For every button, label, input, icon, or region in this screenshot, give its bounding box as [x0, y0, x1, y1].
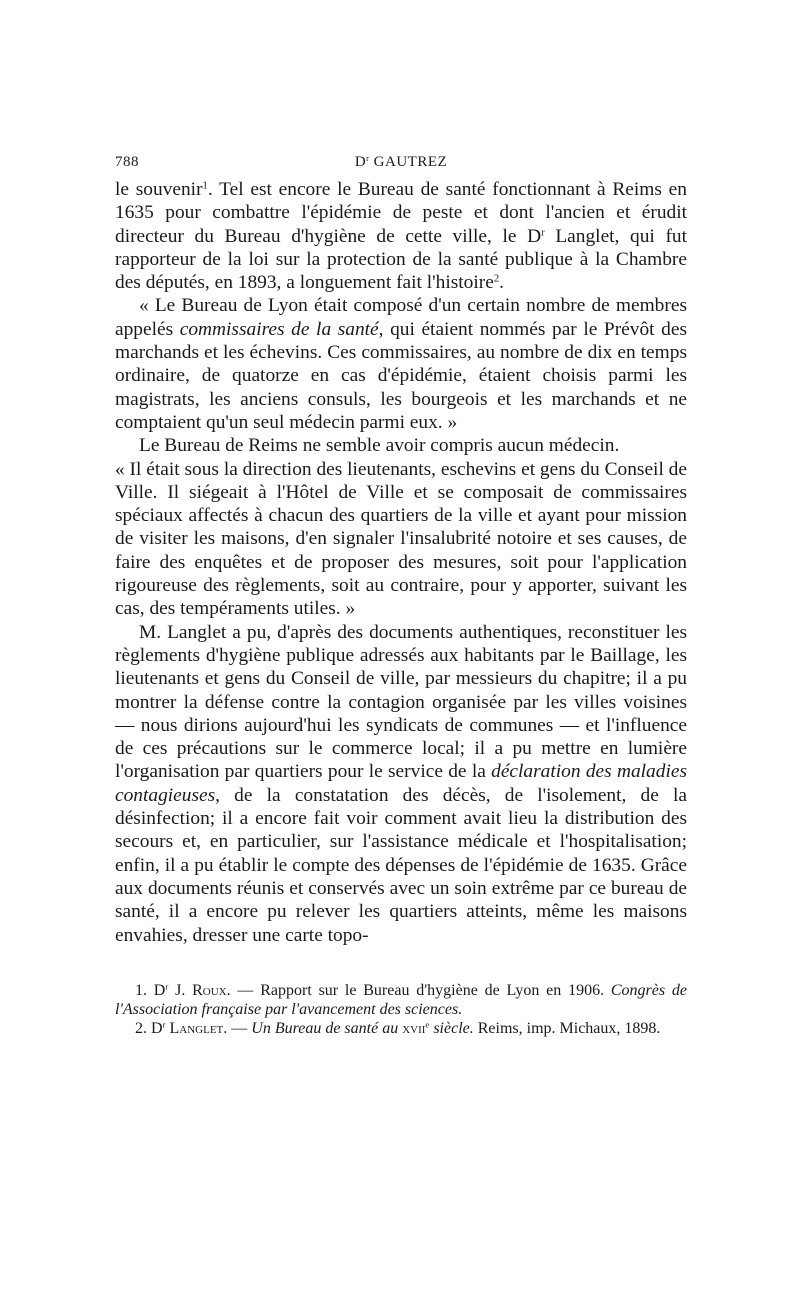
footnote-title: siècle.	[429, 1020, 474, 1038]
body-text	[115, 178, 687, 947]
running-title	[115, 154, 687, 171]
running-head	[115, 150, 687, 178]
footnote-number: 2.	[135, 1020, 147, 1038]
footnotes	[115, 981, 687, 1039]
paragraph-5	[115, 621, 687, 947]
footnote-2	[115, 1019, 687, 1038]
dr-sup: r	[162, 1020, 166, 1031]
footnote-ref-2: 2	[493, 272, 500, 285]
text-run: Reims, imp. Michaux, 1898.	[473, 1020, 661, 1038]
century-numeral: xvii	[402, 1020, 426, 1038]
paragraph-1	[115, 178, 687, 294]
book-page	[115, 150, 687, 1039]
dr-sup: r	[541, 226, 545, 239]
text-run: — Rapport sur le Bureau d'hygiène de Lyon en 1906.	[230, 981, 611, 999]
footnote-author: Langlet.	[165, 1020, 228, 1038]
running-title-name: GAUTREZ	[369, 154, 448, 170]
dr-sup: r	[165, 981, 169, 992]
page-number: 788	[115, 154, 139, 170]
italic-term: commissaires de la santé	[179, 318, 379, 340]
running-title-prefix: D	[354, 154, 367, 170]
text-run: M. Langlet a pu, d'après des documents authentiques, reconstituer les règlements d'hygiène publique adressés aux habitants par le Baillage, les lieutenants et gens du Conseil de ville, par messieurs du chapitre; il a pu montrer la défense contre la contagion organisée par les villes voisines — nous dirions aujourd'hui les syndicats de communes — et l'influence de ces précautions sur le commerce local; il a pu mettre en lumière l'organisation par quartiers pour le service de la	[115, 621, 687, 783]
text-run: « Le Bureau de Lyon était composé d'un certain nombre de membres appelés	[115, 295, 687, 340]
italic-term: déclaration des maladies contagieuses	[115, 761, 687, 806]
footnote-author: J. Roux.	[168, 981, 231, 999]
footnote-1	[115, 981, 687, 1020]
text-run: Langlet, qui fut rapporteur de la loi sur la protection de la santé publique à la Chambre des députés, en 1893, a longuement fait l'histoire	[115, 225, 687, 294]
text-run: D	[153, 981, 166, 999]
footnote-title: Un Bureau de santé au	[251, 1020, 403, 1038]
text-run: D	[151, 1020, 163, 1038]
paragraph-4: « Il était sous la direction des lieutenants, eschevins et gens du Conseil de Ville. Il siégeait à l'Hôtel de Ville et se composait de commissaires spéciaux affectés à chacun des quartiers de la ville et ayant pour mission de visiter les maisons, d'en signaler l'insalubrité notoire et ses causes, de faire des enquêtes et de proposer des mesures, soit pour l'application rigoureuse des règlements, soit au contraire, pour y apporter, suivant les cas, des tempéraments utiles. »	[115, 458, 687, 620]
footnote-number: 1.	[135, 981, 147, 999]
text-run: le souvenir	[115, 179, 203, 200]
text-run: —	[227, 1020, 252, 1038]
footnote-ref-1: 1	[202, 179, 208, 192]
running-title-sup: r	[366, 154, 370, 164]
text-run: , de la constatation des décès, de l'isolement, de la désinfection; il a encore fait voir comment avait lieu la distribution des secours et, en particulier, sur l'assistance médicale et l'hospitalisation; enfin, il a pu établir le compte des dépenses de l'épidémie de 1635. Grâce aux documents réunis et conservés avec un soin extrême par ce bureau de santé, il a encore pu relever les quartiers atteints, même les maisons envahies, dresser une carte topo-	[115, 784, 687, 946]
text-run: .	[499, 272, 505, 294]
footnote-title: Congrès de l'Association française par l'avancement des sciences.	[115, 981, 687, 1019]
paragraph-3: Le Bureau de Reims ne semble avoir compris aucun médecin.	[139, 435, 620, 457]
text-run: , qui étaient nommés par le Prévôt des marchands et les échevins. Ces commissaires, au nombre de dix en temps ordinaire, de quatorze en cas d'épidémie, étaient choisis parmi les magistrats, les anciens consuls, les bourgeois et les marchands et ne comptaient qu'un seul médecin parmi eux. »	[115, 318, 687, 433]
text-run: . Tel est encore le Bureau de santé fonctionnant à Reims en 1635 pour combattre l'épidémie de peste et dont l'ancien et érudit directeur du Bureau d'hygiène de cette ville, le D	[115, 179, 687, 247]
paragraph-2	[115, 294, 687, 434]
century-sup: e	[425, 1020, 430, 1031]
